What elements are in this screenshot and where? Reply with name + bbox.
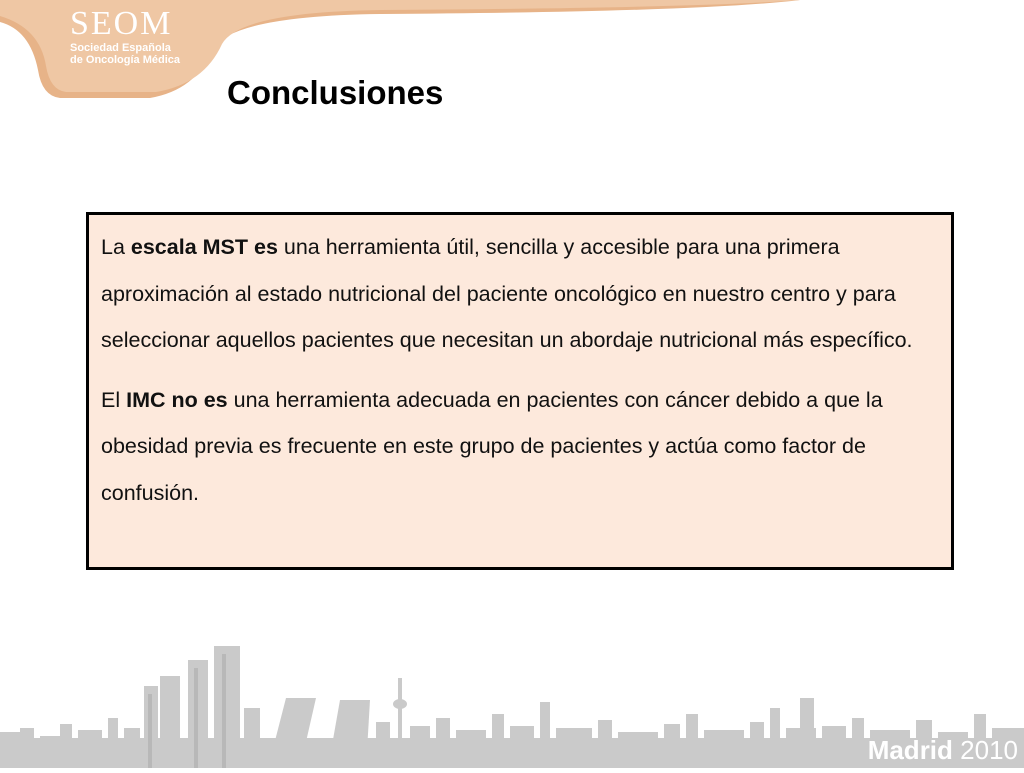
madrid-skyline	[0, 638, 1024, 768]
conclusion-paragraph-2	[89, 377, 951, 517]
para-1-text-b: una herramienta útil, sencilla y accesible para una primera aproximación al estado nutricional del paciente oncológico en nuestro centro y para seleccionar aquellos pacientes que necesitan un abordaje nutricional más específico.	[101, 235, 913, 352]
logo-subtitle-1: Sociedad Española	[70, 42, 171, 54]
para-2-bold: IMC no es	[126, 387, 228, 412]
event-year: 2010	[960, 735, 1018, 765]
seom-logo	[70, 6, 180, 66]
conclusion-paragraph-1	[89, 224, 951, 364]
para-2-text-a: El	[101, 387, 127, 412]
event-city: Madrid	[867, 735, 953, 765]
para-2-text-b: una herramienta adecuada en pacientes con cáncer debido a que la obesidad previa es frecuente en este grupo de pacientes y actúa como factor de confusión.	[101, 387, 883, 505]
logo-subtitle-2: de Oncología Médica	[70, 54, 181, 66]
para-1-text-a: La	[101, 235, 131, 259]
page-title: Conclusiones	[227, 74, 444, 111]
para-1-bold: escala MST es	[130, 235, 278, 259]
event-label	[868, 735, 1018, 766]
logo-name: SEOM	[70, 5, 173, 42]
conclusions-box	[86, 212, 954, 570]
